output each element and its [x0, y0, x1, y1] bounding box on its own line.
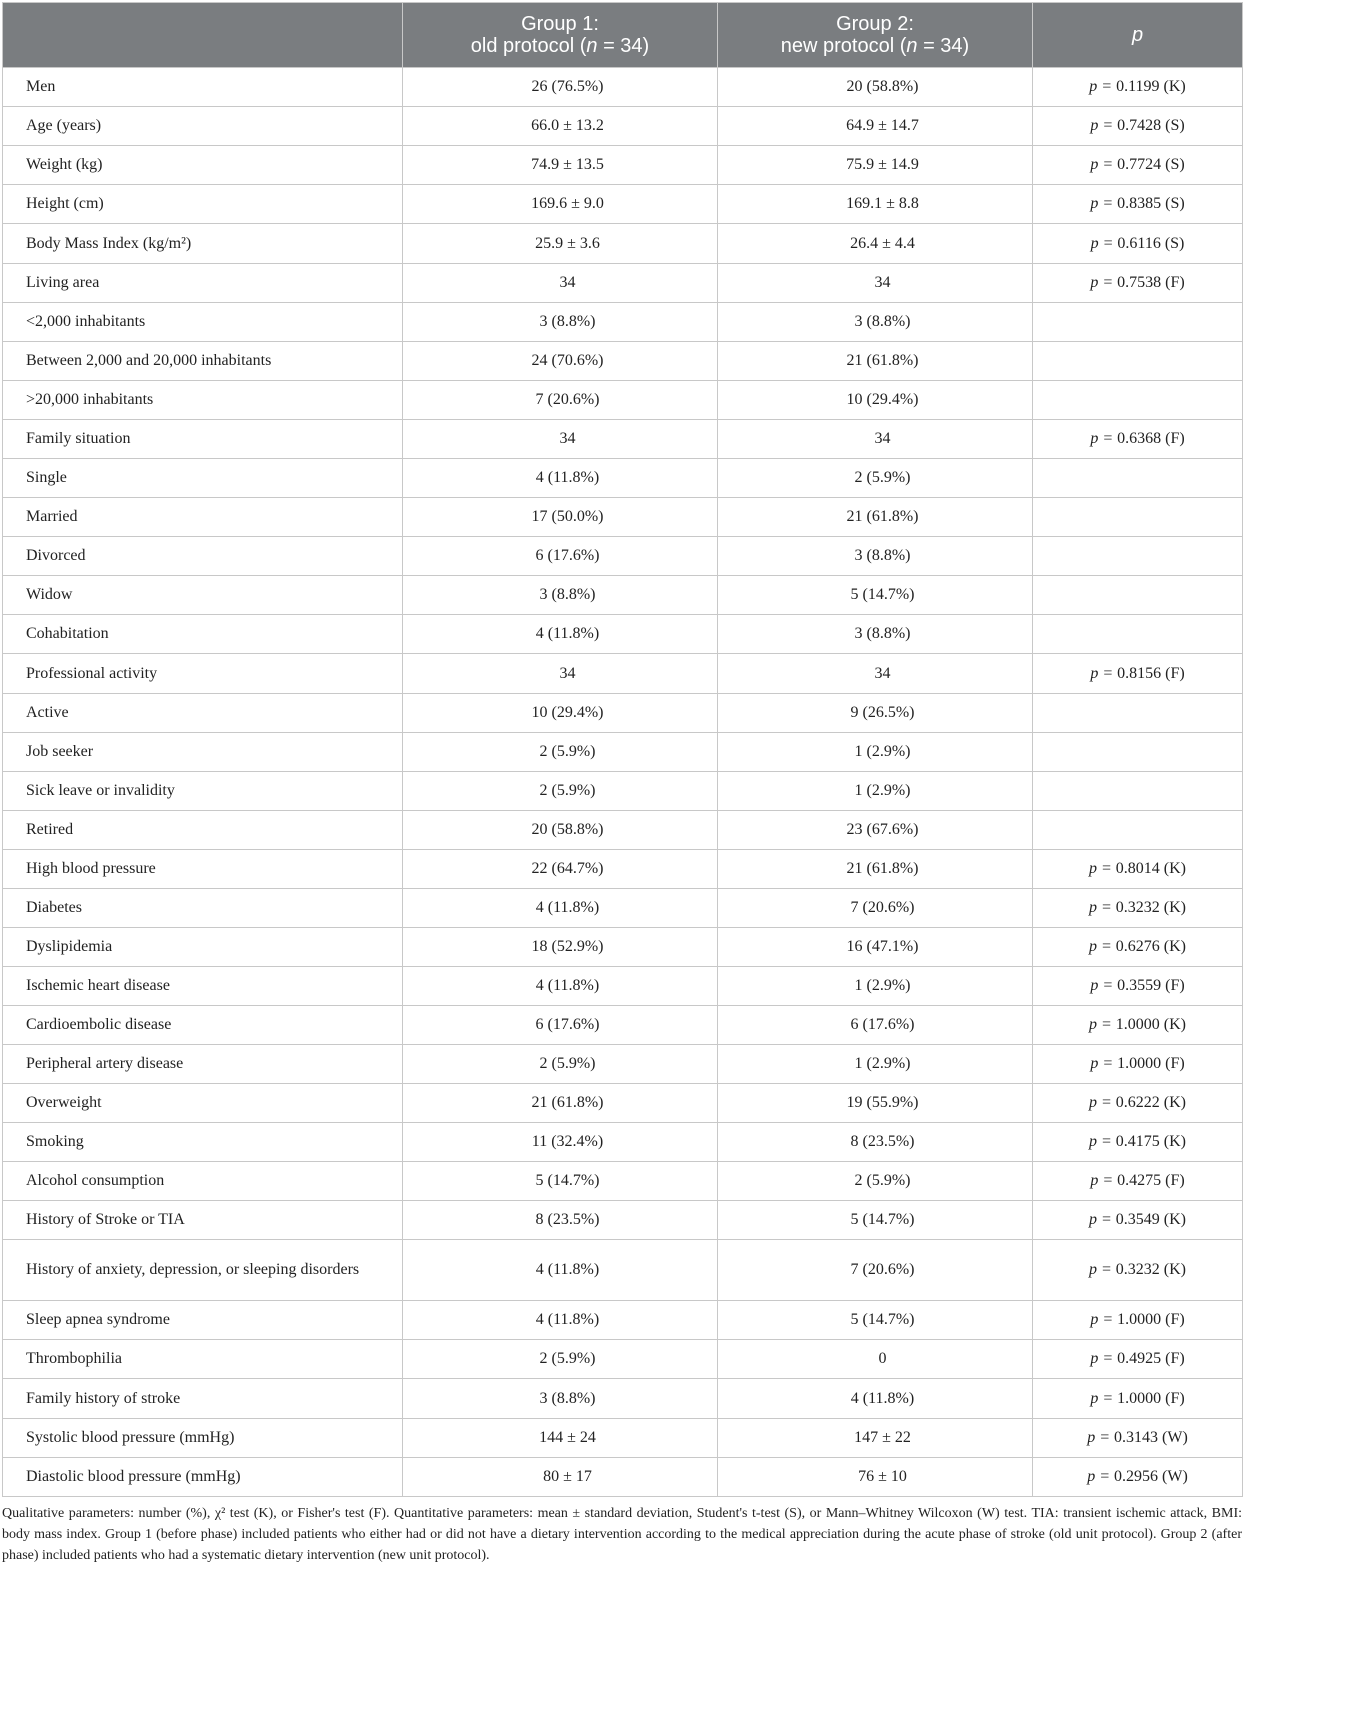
p-value	[1033, 459, 1243, 498]
p-value	[1033, 146, 1243, 185]
p-value	[1033, 224, 1243, 264]
group1-value: 74.9 ± 13.5	[403, 146, 718, 185]
group1-value: 11 (32.4%)	[403, 1123, 718, 1162]
row-label: Sleep apnea syndrome	[3, 1301, 403, 1340]
p-value-number: 0.7428 (S)	[1117, 117, 1185, 134]
p-value-prefix: p =	[1088, 1261, 1116, 1278]
group2-value: 21 (61.8%)	[718, 850, 1033, 889]
group2-value: 16 (47.1%)	[718, 928, 1033, 967]
p-value	[1033, 1301, 1243, 1340]
group2-value: 1 (2.9%)	[718, 733, 1033, 772]
p-value-prefix: p =	[1088, 899, 1116, 916]
table-row	[3, 68, 1243, 107]
group1-value: 4 (11.8%)	[403, 967, 718, 1006]
group1-value: 21 (61.8%)	[403, 1084, 718, 1123]
row-label: Single	[3, 459, 403, 498]
p-value	[1033, 1201, 1243, 1240]
p-value-number: 0.3232 (K)	[1115, 1261, 1186, 1278]
group1-value: 6 (17.6%)	[403, 537, 718, 576]
p-value	[1033, 185, 1243, 224]
table-row	[3, 264, 1243, 303]
header-group2-subtitle: new protocol (n = 34)	[780, 35, 970, 57]
p-value-number: 1.0000 (F)	[1117, 1055, 1185, 1072]
group2-value: 75.9 ± 14.9	[718, 146, 1033, 185]
table-row	[3, 733, 1243, 772]
row-label: Active	[3, 694, 403, 733]
group2-value: 1 (2.9%)	[718, 967, 1033, 1006]
group2-value: 8 (23.5%)	[718, 1123, 1033, 1162]
table-row	[3, 1045, 1243, 1084]
group2-value: 20 (58.8%)	[718, 68, 1033, 107]
table-row	[3, 146, 1243, 185]
group1-value: 24 (70.6%)	[403, 342, 718, 381]
group1-value: 3 (8.8%)	[403, 303, 718, 342]
table-row	[3, 224, 1243, 264]
group1-value: 8 (23.5%)	[403, 1201, 718, 1240]
p-value	[1033, 576, 1243, 615]
group2-value: 7 (20.6%)	[718, 1240, 1033, 1301]
row-label: Body Mass Index (kg/m²)	[3, 224, 403, 264]
group1-value: 7 (20.6%)	[403, 381, 718, 420]
group2-value: 34	[718, 264, 1033, 303]
p-value	[1033, 733, 1243, 772]
group1-value: 2 (5.9%)	[403, 733, 718, 772]
group1-value: 2 (5.9%)	[403, 1340, 718, 1379]
group2-value: 5 (14.7%)	[718, 576, 1033, 615]
p-value	[1033, 1006, 1243, 1045]
group2-value: 147 ± 22	[718, 1419, 1033, 1458]
group1-value: 4 (11.8%)	[403, 1240, 718, 1301]
table-row	[3, 1340, 1243, 1379]
p-value	[1033, 1379, 1243, 1419]
p-value	[1033, 928, 1243, 967]
group1-value: 26 (76.5%)	[403, 68, 718, 107]
p-value	[1033, 1045, 1243, 1084]
p-value-number: 0.4275 (F)	[1117, 1172, 1185, 1189]
table-row	[3, 772, 1243, 811]
p-value	[1033, 967, 1243, 1006]
row-label: Cohabitation	[3, 615, 403, 654]
group1-value: 4 (11.8%)	[403, 459, 718, 498]
row-label: Sick leave or invalidity	[3, 772, 403, 811]
p-value-number: 0.3143 (W)	[1114, 1429, 1188, 1446]
table-row	[3, 615, 1243, 654]
group2-value: 3 (8.8%)	[718, 303, 1033, 342]
row-label: Dyslipidemia	[3, 928, 403, 967]
row-label: Divorced	[3, 537, 403, 576]
row-label: Job seeker	[3, 733, 403, 772]
p-value-number: 0.2956 (W)	[1114, 1468, 1188, 1485]
p-value-number: 1.0000 (K)	[1115, 1016, 1186, 1033]
row-label: >20,000 inhabitants	[3, 381, 403, 420]
p-value	[1033, 654, 1243, 694]
p-value	[1033, 303, 1243, 342]
group1-value: 4 (11.8%)	[403, 889, 718, 928]
p-value-prefix: p =	[1090, 1172, 1118, 1189]
table-row	[3, 1201, 1243, 1240]
p-value-prefix: p =	[1090, 1350, 1118, 1367]
group1-value: 20 (58.8%)	[403, 811, 718, 850]
row-label: Cardioembolic disease	[3, 1006, 403, 1045]
group2-value: 64.9 ± 14.7	[718, 107, 1033, 146]
table-row	[3, 107, 1243, 146]
group2-value: 4 (11.8%)	[718, 1379, 1033, 1419]
p-value-number: 0.1199 (K)	[1116, 78, 1186, 95]
p-value-number: 0.3549 (K)	[1115, 1211, 1186, 1228]
table-row	[3, 1458, 1243, 1497]
table-row	[3, 967, 1243, 1006]
p-value	[1033, 107, 1243, 146]
p-value-prefix: p =	[1088, 860, 1116, 877]
p-value-prefix: p =	[1090, 1389, 1118, 1407]
p-value-number: 0.4925 (F)	[1117, 1350, 1185, 1367]
group1-value: 2 (5.9%)	[403, 1045, 718, 1084]
table-row	[3, 1123, 1243, 1162]
p-value	[1033, 1419, 1243, 1458]
group1-value: 5 (14.7%)	[403, 1162, 718, 1201]
p-value-prefix: p =	[1090, 117, 1118, 134]
p-value	[1033, 615, 1243, 654]
group2-value: 5 (14.7%)	[718, 1301, 1033, 1340]
table-row	[3, 420, 1243, 459]
header-group1	[403, 3, 718, 68]
group2-value: 7 (20.6%)	[718, 889, 1033, 928]
row-label: Retired	[3, 811, 403, 850]
group1-value: 144 ± 24	[403, 1419, 718, 1458]
header-p-value: p	[1033, 3, 1243, 68]
p-value-prefix: p =	[1090, 274, 1118, 291]
p-value	[1033, 811, 1243, 850]
group1-value: 3 (8.8%)	[403, 1379, 718, 1419]
row-label: History of Stroke or TIA	[3, 1201, 403, 1240]
table-row	[3, 459, 1243, 498]
row-label: Men	[3, 68, 403, 107]
group2-value: 2 (5.9%)	[718, 459, 1033, 498]
group2-value: 1 (2.9%)	[718, 772, 1033, 811]
group1-value: 18 (52.9%)	[403, 928, 718, 967]
row-label: Smoking	[3, 1123, 403, 1162]
p-value	[1033, 1162, 1243, 1201]
p-value-prefix: p =	[1090, 430, 1118, 447]
group2-value: 1 (2.9%)	[718, 1045, 1033, 1084]
table-row	[3, 537, 1243, 576]
group2-value: 76 ± 10	[718, 1458, 1033, 1497]
table-row	[3, 1240, 1243, 1301]
p-value-prefix: p =	[1088, 1133, 1116, 1150]
table-row	[3, 811, 1243, 850]
row-label: Overweight	[3, 1084, 403, 1123]
p-value	[1033, 498, 1243, 537]
group1-value: 4 (11.8%)	[403, 1301, 718, 1340]
p-value	[1033, 772, 1243, 811]
group1-value: 66.0 ± 13.2	[403, 107, 718, 146]
header-group2-title: Group 2:	[836, 13, 914, 35]
row-label: Thrombophilia	[3, 1340, 403, 1379]
p-value-number: 0.6222 (K)	[1115, 1094, 1186, 1111]
row-label: <2,000 inhabitants	[3, 303, 403, 342]
characteristics-table	[2, 2, 1243, 1497]
row-label: Height (cm)	[3, 185, 403, 224]
p-value-prefix: p =	[1089, 78, 1117, 95]
p-value-number: 0.6116 (S)	[1117, 234, 1185, 252]
group1-value: 34	[403, 420, 718, 459]
table-row	[3, 381, 1243, 420]
p-value-number: 0.6368 (F)	[1117, 430, 1185, 447]
table-row	[3, 342, 1243, 381]
group1-value: 10 (29.4%)	[403, 694, 718, 733]
p-value-prefix: p =	[1090, 156, 1118, 173]
group2-value: 21 (61.8%)	[718, 342, 1033, 381]
table-row	[3, 850, 1243, 889]
p-value	[1033, 68, 1243, 107]
row-label: History of anxiety, depression, or sleeping disorders	[3, 1240, 403, 1301]
p-value-number: 0.3232 (K)	[1115, 899, 1186, 916]
group1-value: 2 (5.9%)	[403, 772, 718, 811]
group1-value: 169.6 ± 9.0	[403, 185, 718, 224]
row-label: Living area	[3, 264, 403, 303]
p-value-prefix: p =	[1087, 1429, 1115, 1446]
table-row	[3, 1419, 1243, 1458]
row-label: Married	[3, 498, 403, 537]
table-row	[3, 498, 1243, 537]
table-row	[3, 654, 1243, 694]
row-label: Ischemic heart disease	[3, 967, 403, 1006]
p-value-number: 0.3559 (F)	[1117, 977, 1185, 994]
table-row	[3, 185, 1243, 224]
row-label: Age (years)	[3, 107, 403, 146]
table-footnote: Qualitative parameters: number (%), χ² test (K), or Fisher's test (F). Quantitative parameters: mean ± standard deviation, Student's t-test (S), or Mann–Whitney Wilcoxon (W) test. TIA: transient ischemic attack, BMI: body mass index. Group 1 (before phase) included patients who either had or did not have a dietary intervention according to the medical appreciation during the acute phase of stroke (old unit protocol). Group 2 (after phase) included patients who had a systematic dietary intervention (new unit protocol).	[2, 1506, 1242, 1563]
p-value-number: 0.4175 (K)	[1115, 1133, 1186, 1150]
p-value-number: 0.8014 (K)	[1115, 860, 1186, 877]
p-value-prefix: p =	[1088, 1211, 1116, 1228]
row-label: Professional activity	[3, 654, 403, 694]
group2-value: 2 (5.9%)	[718, 1162, 1033, 1201]
p-value	[1033, 342, 1243, 381]
p-value	[1033, 1123, 1243, 1162]
row-label: Widow	[3, 576, 403, 615]
table-row	[3, 889, 1243, 928]
p-value-number: 0.7724 (S)	[1117, 156, 1185, 173]
row-label: Between 2,000 and 20,000 inhabitants	[3, 342, 403, 381]
row-label: Diabetes	[3, 889, 403, 928]
table-row	[3, 1162, 1243, 1201]
group2-value: 10 (29.4%)	[718, 381, 1033, 420]
group1-value: 34	[403, 654, 718, 694]
p-value-number: 1.0000 (F)	[1117, 1389, 1185, 1407]
row-label: Peripheral artery disease	[3, 1045, 403, 1084]
group1-value: 34	[403, 264, 718, 303]
group1-value: 4 (11.8%)	[403, 615, 718, 654]
group2-value: 3 (8.8%)	[718, 537, 1033, 576]
row-label: Systolic blood pressure (mmHg)	[3, 1419, 403, 1458]
p-value-prefix: p =	[1087, 1468, 1115, 1485]
group2-value: 34	[718, 654, 1033, 694]
group2-value: 23 (67.6%)	[718, 811, 1033, 850]
group1-value: 3 (8.8%)	[403, 576, 718, 615]
p-value	[1033, 381, 1243, 420]
table-row	[3, 1379, 1243, 1419]
p-value	[1033, 537, 1243, 576]
row-label: Family history of stroke	[3, 1379, 403, 1419]
header-group1-title: Group 1:	[521, 13, 599, 35]
header-label-column	[3, 3, 403, 68]
p-value	[1033, 420, 1243, 459]
p-value-number: 0.6276 (K)	[1115, 938, 1186, 955]
table-row	[3, 928, 1243, 967]
p-value	[1033, 1340, 1243, 1379]
table-row	[3, 1301, 1243, 1340]
p-value-prefix: p =	[1090, 664, 1118, 682]
table-row	[3, 694, 1243, 733]
header-group1-subtitle: old protocol (n = 34)	[470, 35, 650, 57]
p-value	[1033, 889, 1243, 928]
table-body	[3, 68, 1243, 1497]
group2-value: 21 (61.8%)	[718, 498, 1033, 537]
group1-value: 22 (64.7%)	[403, 850, 718, 889]
group1-value: 25.9 ± 3.6	[403, 224, 718, 264]
table-row	[3, 303, 1243, 342]
group2-value: 19 (55.9%)	[718, 1084, 1033, 1123]
p-value	[1033, 850, 1243, 889]
p-value-prefix: p =	[1090, 977, 1118, 994]
row-label: Alcohol consumption	[3, 1162, 403, 1201]
group2-value: 3 (8.8%)	[718, 615, 1033, 654]
row-label: High blood pressure	[3, 850, 403, 889]
group1-value: 6 (17.6%)	[403, 1006, 718, 1045]
row-label: Family situation	[3, 420, 403, 459]
table-header-row	[3, 3, 1243, 68]
p-value-number: 0.8385 (S)	[1117, 195, 1185, 212]
group2-value: 9 (26.5%)	[718, 694, 1033, 733]
p-value-prefix: p =	[1088, 1094, 1116, 1111]
row-label: Diastolic blood pressure (mmHg)	[3, 1458, 403, 1497]
p-value	[1033, 1458, 1243, 1497]
p-value	[1033, 1240, 1243, 1301]
p-value-prefix: p =	[1090, 234, 1118, 252]
group1-value: 80 ± 17	[403, 1458, 718, 1497]
group2-value: 0	[718, 1340, 1033, 1379]
p-value-prefix: p =	[1088, 938, 1116, 955]
group2-value: 26.4 ± 4.4	[718, 224, 1033, 264]
p-value-prefix: p =	[1088, 1016, 1116, 1033]
group2-value: 6 (17.6%)	[718, 1006, 1033, 1045]
p-value-prefix: p =	[1090, 195, 1118, 212]
p-value	[1033, 694, 1243, 733]
p-value-number: 0.8156 (F)	[1117, 664, 1185, 682]
header-group2	[718, 3, 1033, 68]
table-row	[3, 1084, 1243, 1123]
table-row	[3, 576, 1243, 615]
p-value-number: 0.7538 (F)	[1117, 274, 1185, 291]
p-value	[1033, 264, 1243, 303]
table-row	[3, 1006, 1243, 1045]
row-label: Weight (kg)	[3, 146, 403, 185]
p-value-number: 1.0000 (F)	[1117, 1311, 1185, 1328]
p-value	[1033, 1084, 1243, 1123]
group2-value: 169.1 ± 8.8	[718, 185, 1033, 224]
group2-value: 34	[718, 420, 1033, 459]
group2-value: 5 (14.7%)	[718, 1201, 1033, 1240]
group1-value: 17 (50.0%)	[403, 498, 718, 537]
p-value-prefix: p =	[1090, 1055, 1118, 1072]
p-value-prefix: p =	[1090, 1311, 1118, 1328]
